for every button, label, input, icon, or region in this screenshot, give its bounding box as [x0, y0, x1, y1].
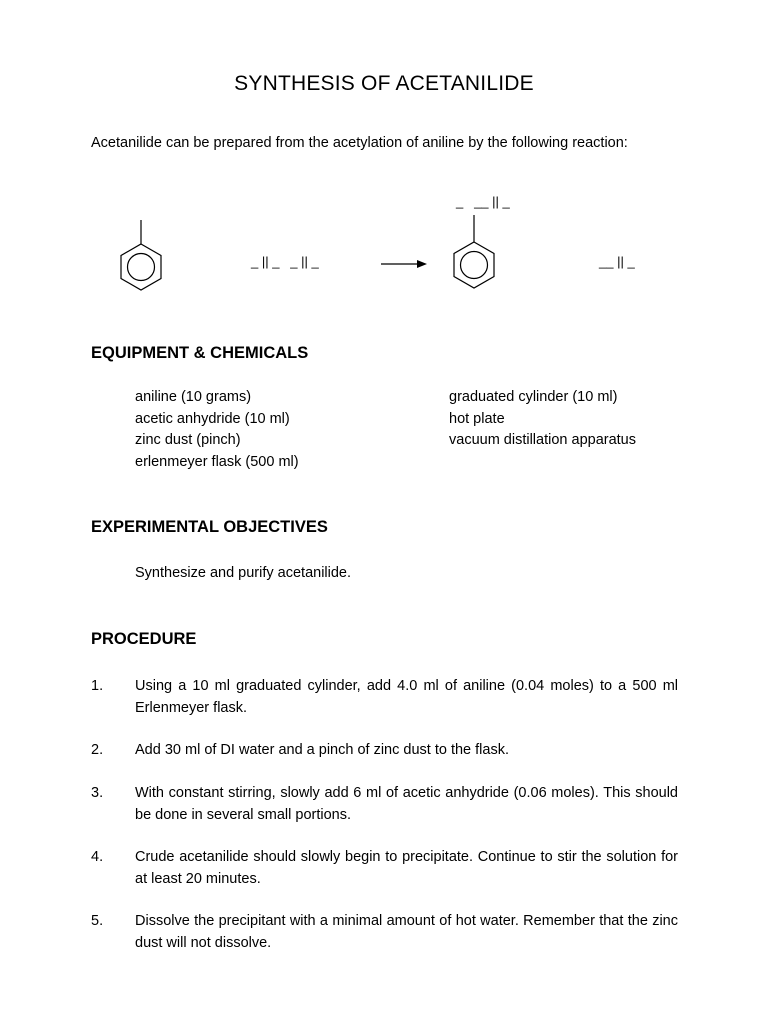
step-number: 5. [91, 913, 104, 929]
list-item: zinc dust (pinch) [135, 432, 241, 449]
reaction-arrow [381, 260, 427, 268]
list-item: graduated cylinder (10 ml) [449, 389, 618, 405]
step-text: Using a 10 ml graduated cylinder, add 4.0 ml of aniline (0.04 moles) to a 500 ml Erlenmeyer flask. [135, 678, 678, 716]
list-item: hot plate [449, 410, 505, 427]
reagent-fragment: _ || _ _ || _ [251, 254, 319, 269]
step-text: With constant stirring, slowly add 6 ml of acetic anhydride (0.06 moles). This should be done in several small portions. [135, 785, 678, 823]
acetanilide-structure [454, 215, 494, 288]
step-text: Add 30 ml of DI water and a pinch of zinc dust to the flask. [135, 742, 509, 758]
procedure-step [91, 911, 691, 954]
intro-paragraph: Acetanilide can be prepared from the acetylation of aniline by the following reaction: [91, 135, 628, 151]
equipment-heading: EQUIPMENT & CHEMICALS [91, 344, 309, 362]
step-text: Crude acetanilide should slowly begin to precipitate. Continue to stir the solution for at least 20 minutes. [135, 849, 678, 887]
step-text: Dissolve the precipitant with a minimal amount of hot water. Remember that the zinc dust will not dissolve. [135, 913, 678, 951]
objective-text: Synthesize and purify acetanilide. [135, 565, 352, 581]
document-title: SYNTHESIS OF ACETANILIDE [234, 72, 534, 95]
procedure-step [91, 783, 691, 826]
list-item: erlenmeyer flask (500 ml) [135, 454, 299, 471]
equipment-list-right [449, 387, 636, 452]
procedure-step [91, 676, 691, 719]
equipment-list-left [135, 387, 299, 474]
list-item: aniline (10 grams) [135, 389, 252, 405]
procedure-step [91, 740, 691, 762]
objectives-heading: EXPERIMENTAL OBJECTIVES [91, 518, 328, 536]
procedure-step [91, 847, 691, 890]
aniline-structure [121, 220, 161, 290]
product-top-fragment: _ __ || _ [456, 194, 510, 209]
byproduct-fragment: __ || _ [599, 254, 635, 269]
list-item: vacuum distillation apparatus [449, 432, 636, 449]
step-number: 4. [91, 849, 104, 865]
step-number: 1. [91, 678, 104, 694]
reaction-diagram [0, 170, 768, 310]
step-number: 2. [91, 742, 104, 758]
list-item: acetic anhydride (10 ml) [135, 410, 290, 427]
procedure-heading: PROCEDURE [91, 630, 197, 648]
step-number: 3. [91, 785, 104, 801]
